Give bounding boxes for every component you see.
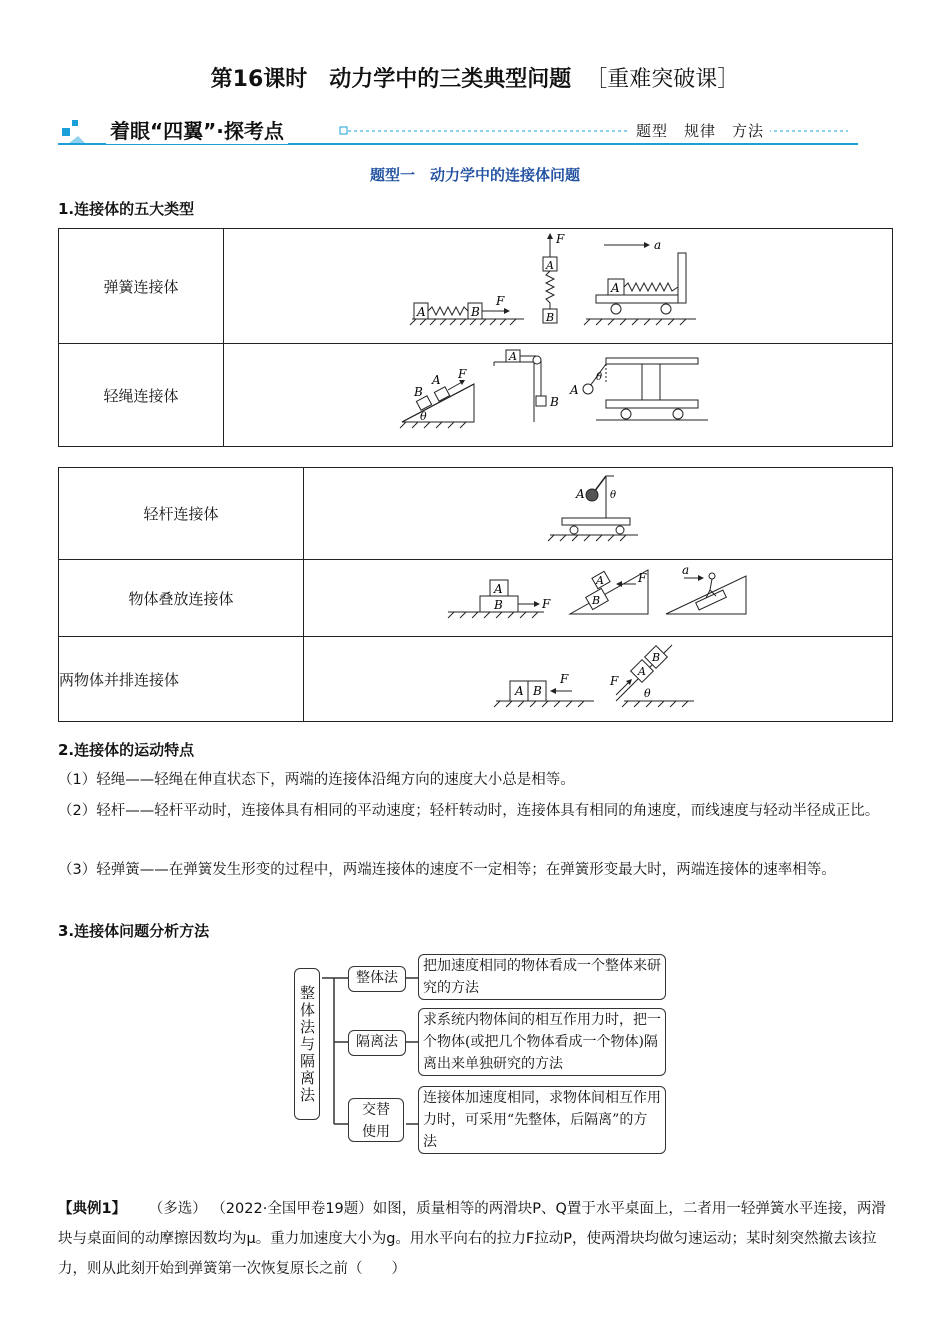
label-A: A	[417, 305, 426, 319]
section-heading: 题型一 动力学中的连接体问题	[369, 166, 580, 184]
label-B-vertical: B	[546, 311, 555, 324]
example-text: 如图，质量相等的两滑块P、Q置于水平桌面上，二者用一轻弹簧水平连接，两滑块与桌面间的动摩擦因数均为μ。重力加速度大小为g。用水平向右的拉力F拉动P，使两滑块均做匀速运动；某时刻突然撤去该拉力，则从此刻开始到弹簧第一次恢复原长之前（ ）	[58, 1201, 886, 1277]
label-F-stack: F	[542, 597, 551, 611]
page-title	[0, 62, 950, 93]
label-A-incline: A	[432, 373, 441, 387]
row-label-parallel: 两物体并排连接体	[59, 637, 304, 722]
row-label-stack: 物体叠放连接体	[59, 560, 304, 637]
label-A-stack: A	[494, 582, 503, 596]
label-B-incline: B	[414, 385, 423, 399]
label-A-rod: A	[576, 487, 585, 501]
parallel-figures	[304, 637, 893, 722]
label-F-parallel: F	[560, 672, 569, 686]
label-B-parallel: B	[533, 684, 542, 698]
part2-item-2: （2）轻杆——轻杆平动时，连接体具有相同的平动速度；轻杆转动时，连接体具有相同的角速度，而线速度与轻动半径成正比。	[58, 803, 880, 819]
label-A-vertical: A	[546, 259, 554, 272]
label-B-parallel-incline: B	[652, 651, 661, 664]
title-subtitle: ［重难突破课］	[585, 67, 740, 92]
label-B-table: B	[550, 395, 559, 409]
part2-heading: 2.连接体的运动特点	[58, 741, 195, 759]
label-B: B	[471, 305, 480, 319]
example-source: （2022·全国甲卷19题）	[211, 1201, 373, 1217]
label-B-stack: B	[494, 598, 503, 612]
example-label: 【典例1】	[58, 1201, 127, 1217]
rod-diagram	[304, 468, 892, 555]
method-name-isolate: 隔离法	[348, 1030, 406, 1056]
root-box: 整体法与隔离法	[294, 968, 320, 1120]
label-theta-parallel: θ	[644, 687, 651, 700]
label-theta-pendulum: θ	[596, 372, 603, 383]
label-theta-rod: θ	[610, 490, 617, 501]
label-F-incline-stack: F	[638, 571, 647, 585]
label-A-parallel-incline: A	[638, 665, 646, 678]
row-label-rope: 轻绳连接体	[59, 344, 224, 447]
label-F-incline: F	[458, 367, 467, 381]
method-name-alternate: 交替使用	[348, 1098, 404, 1142]
example-tag: （多选）	[148, 1201, 207, 1217]
spring-diagram	[224, 229, 892, 339]
label-A-cart: A	[611, 281, 620, 295]
rod-figures	[304, 468, 893, 560]
method-desc-isolate: 求系统内物体间的相互作用力时，把一个物体(或把几个物体看成一个物体)隔离出来单独研究的方法	[418, 1008, 666, 1076]
label-theta-incline: θ	[420, 410, 427, 423]
label-F-parallel-incline: F	[610, 674, 619, 688]
section-banner	[58, 114, 858, 152]
banner-tags: 题型 规律 方法	[630, 120, 770, 141]
rope-diagram	[224, 344, 892, 442]
label-F: F	[496, 294, 505, 308]
stack-diagram	[304, 560, 892, 632]
method-diagram	[294, 950, 660, 1156]
banner-title: 着眼“四翼”·探考点	[106, 115, 288, 144]
connector-table-1	[58, 228, 893, 447]
example-1	[58, 1194, 894, 1284]
row-label-rod: 轻杆连接体	[59, 468, 304, 560]
part2-item-1: （1）轻绳——轻绳在伸直状态下，两端的连接体沿绳方向的速度大小总是相等。	[58, 772, 575, 788]
spring-figures	[224, 229, 893, 344]
part1-heading: 1.连接体的五大类型	[58, 200, 195, 218]
parallel-diagram	[304, 637, 892, 717]
connector-table-2	[58, 467, 893, 722]
title-main: 第16课时 动力学中的三类典型问题	[210, 67, 572, 92]
label-a: a	[654, 238, 662, 252]
row-label-spring: 弹簧连接体	[59, 229, 224, 344]
method-name-whole: 整体法	[348, 966, 406, 992]
label-A-pendulum: A	[570, 383, 579, 397]
method-desc-whole: 把加速度相同的物体看成一个整体来研究的方法	[418, 954, 666, 1000]
label-A-incline-stack: A	[596, 574, 604, 587]
label-B-incline-stack: B	[592, 594, 601, 607]
rope-figures	[224, 344, 893, 447]
label-a-person: a	[682, 563, 690, 577]
stack-figures	[304, 560, 893, 637]
part2-item-3: （3）轻弹簧——在弹簧发生形变的过程中，两端连接体的速度不一定相等；在弹簧形变最大时，两端连接体的速率相等。	[58, 862, 836, 878]
label-F-vertical: F	[556, 232, 565, 246]
label-A-table: A	[509, 350, 517, 363]
method-desc-alternate: 连接体加速度相同，求物体间相互作用力时，可采用“先整体，后隔离”的方法	[418, 1086, 666, 1154]
label-A-parallel: A	[515, 684, 524, 698]
part3-heading: 3.连接体问题分析方法	[58, 922, 210, 940]
